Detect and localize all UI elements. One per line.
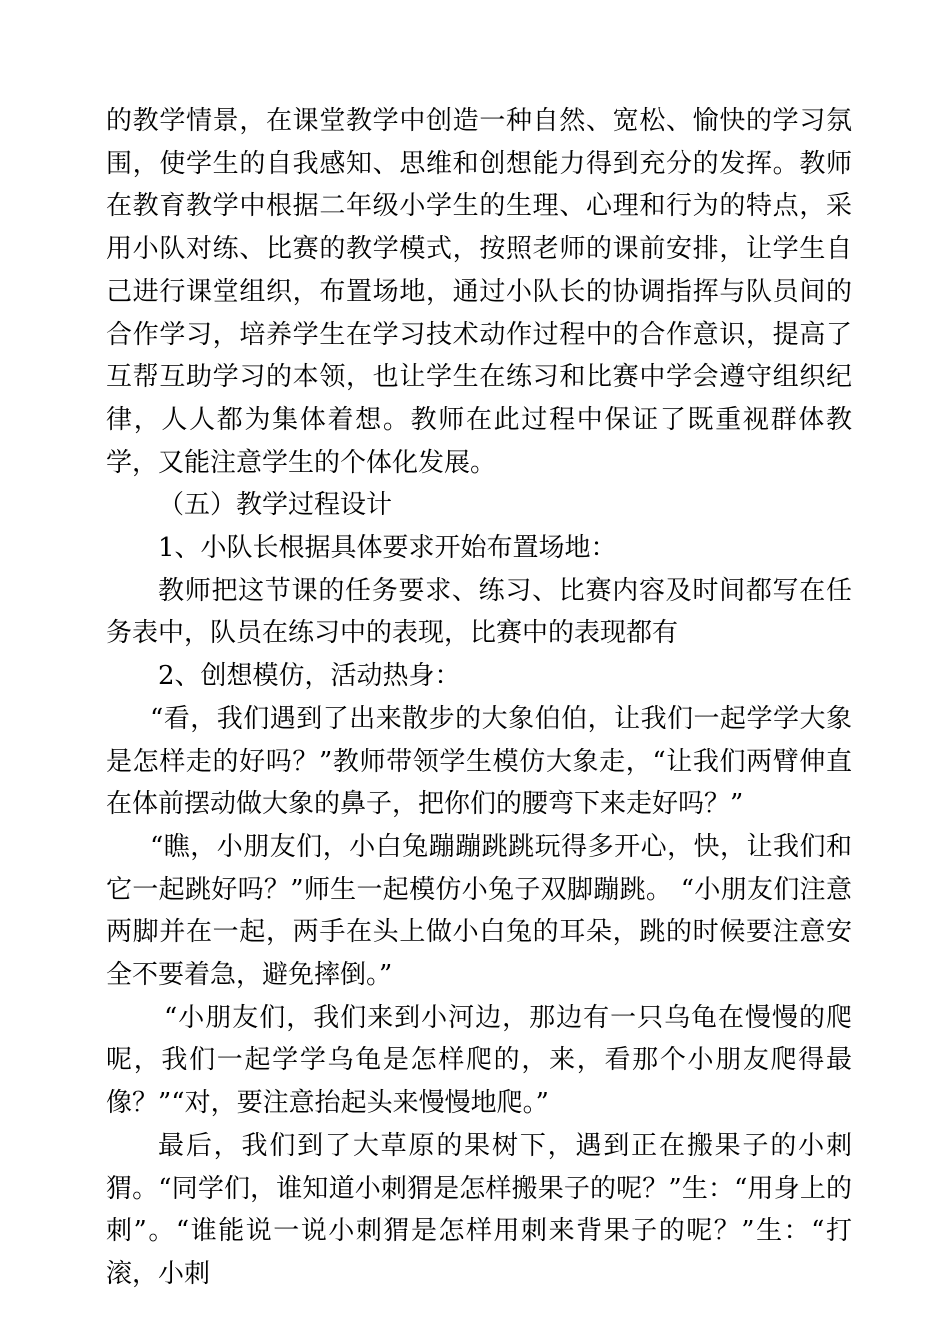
section-heading-teaching-process: （五）教学过程设计 — [158, 490, 393, 521]
paragraph-elephant: “看，我们遇到了出来散步的大象伯伯，让我们一起学学大象是怎样走的好吗？”教师带领学生模仿大象走，“让我们两臂伸直在体前摆动做大象的鼻子，把你们的腰弯下来走好吗？” — [106, 703, 852, 820]
paragraph-hedgehog: 最后，我们到了大草原的果树下，遇到正在搬果子的小刺猬。“同学们，谁知道小刺猬是怎样搬果子的呢？”生：“用身上的刺”。“谁能说一说小刺猬是怎样用刺来背果子的呢？”生：“打滚，小刺 — [106, 1130, 852, 1289]
paragraph-intro-continued: 的教学情景，在课堂教学中创造一种自然、宽松、愉快的学习氛围，使学生的自我感知、思维和创想能力得到充分的发挥。教师在教育教学中根据二年级小学生的生理、心理和行为的特点，采用小队对练、比赛的教学模式，按照老师的课前安排，让学生自己进行课堂组织，布置场地，通过小队长的协调指挥与队员间的合作学习，培养学生在学习技术动作过程中的合作意识，提高了互帮互助学习的本领，也让学生在练习和比赛中学会遵守组织纪律，人人都为集体着想。教师在此过程中保证了既重视群体教学，又能注意学生的个体化发展。 — [106, 106, 852, 478]
paragraph-turtle: “小朋友们，我们来到小河边，那边有一只乌龟在慢慢的爬呢，我们一起学学乌龟是怎样爬的，来，看那个小朋友爬得最像？”“对，要注意抬起头来慢慢地爬。” — [106, 1002, 852, 1119]
step-2-heading: 2、创想模仿，活动热身： — [158, 661, 461, 692]
paragraph-rabbit: “瞧，小朋友们，小白兔蹦蹦跳跳玩得多开心，快，让我们和它一起跳好吗？”师生一起模仿小兔子双脚蹦跳。 “小朋友们注意两脚并在一起，两手在头上做小白兔的耳朵，跳的时候要注意安全不要着急，避免摔倒。” — [106, 831, 852, 991]
document-body — [106, 100, 852, 1296]
step-1-heading: 1、小队长根据具体要求开始布置场地： — [158, 533, 617, 564]
paragraph-task-sheet: 教师把这节课的任务要求、练习、比赛内容及时间都写在任务表中，队员在练习中的表现，比赛中的表现都有 — [106, 575, 852, 649]
